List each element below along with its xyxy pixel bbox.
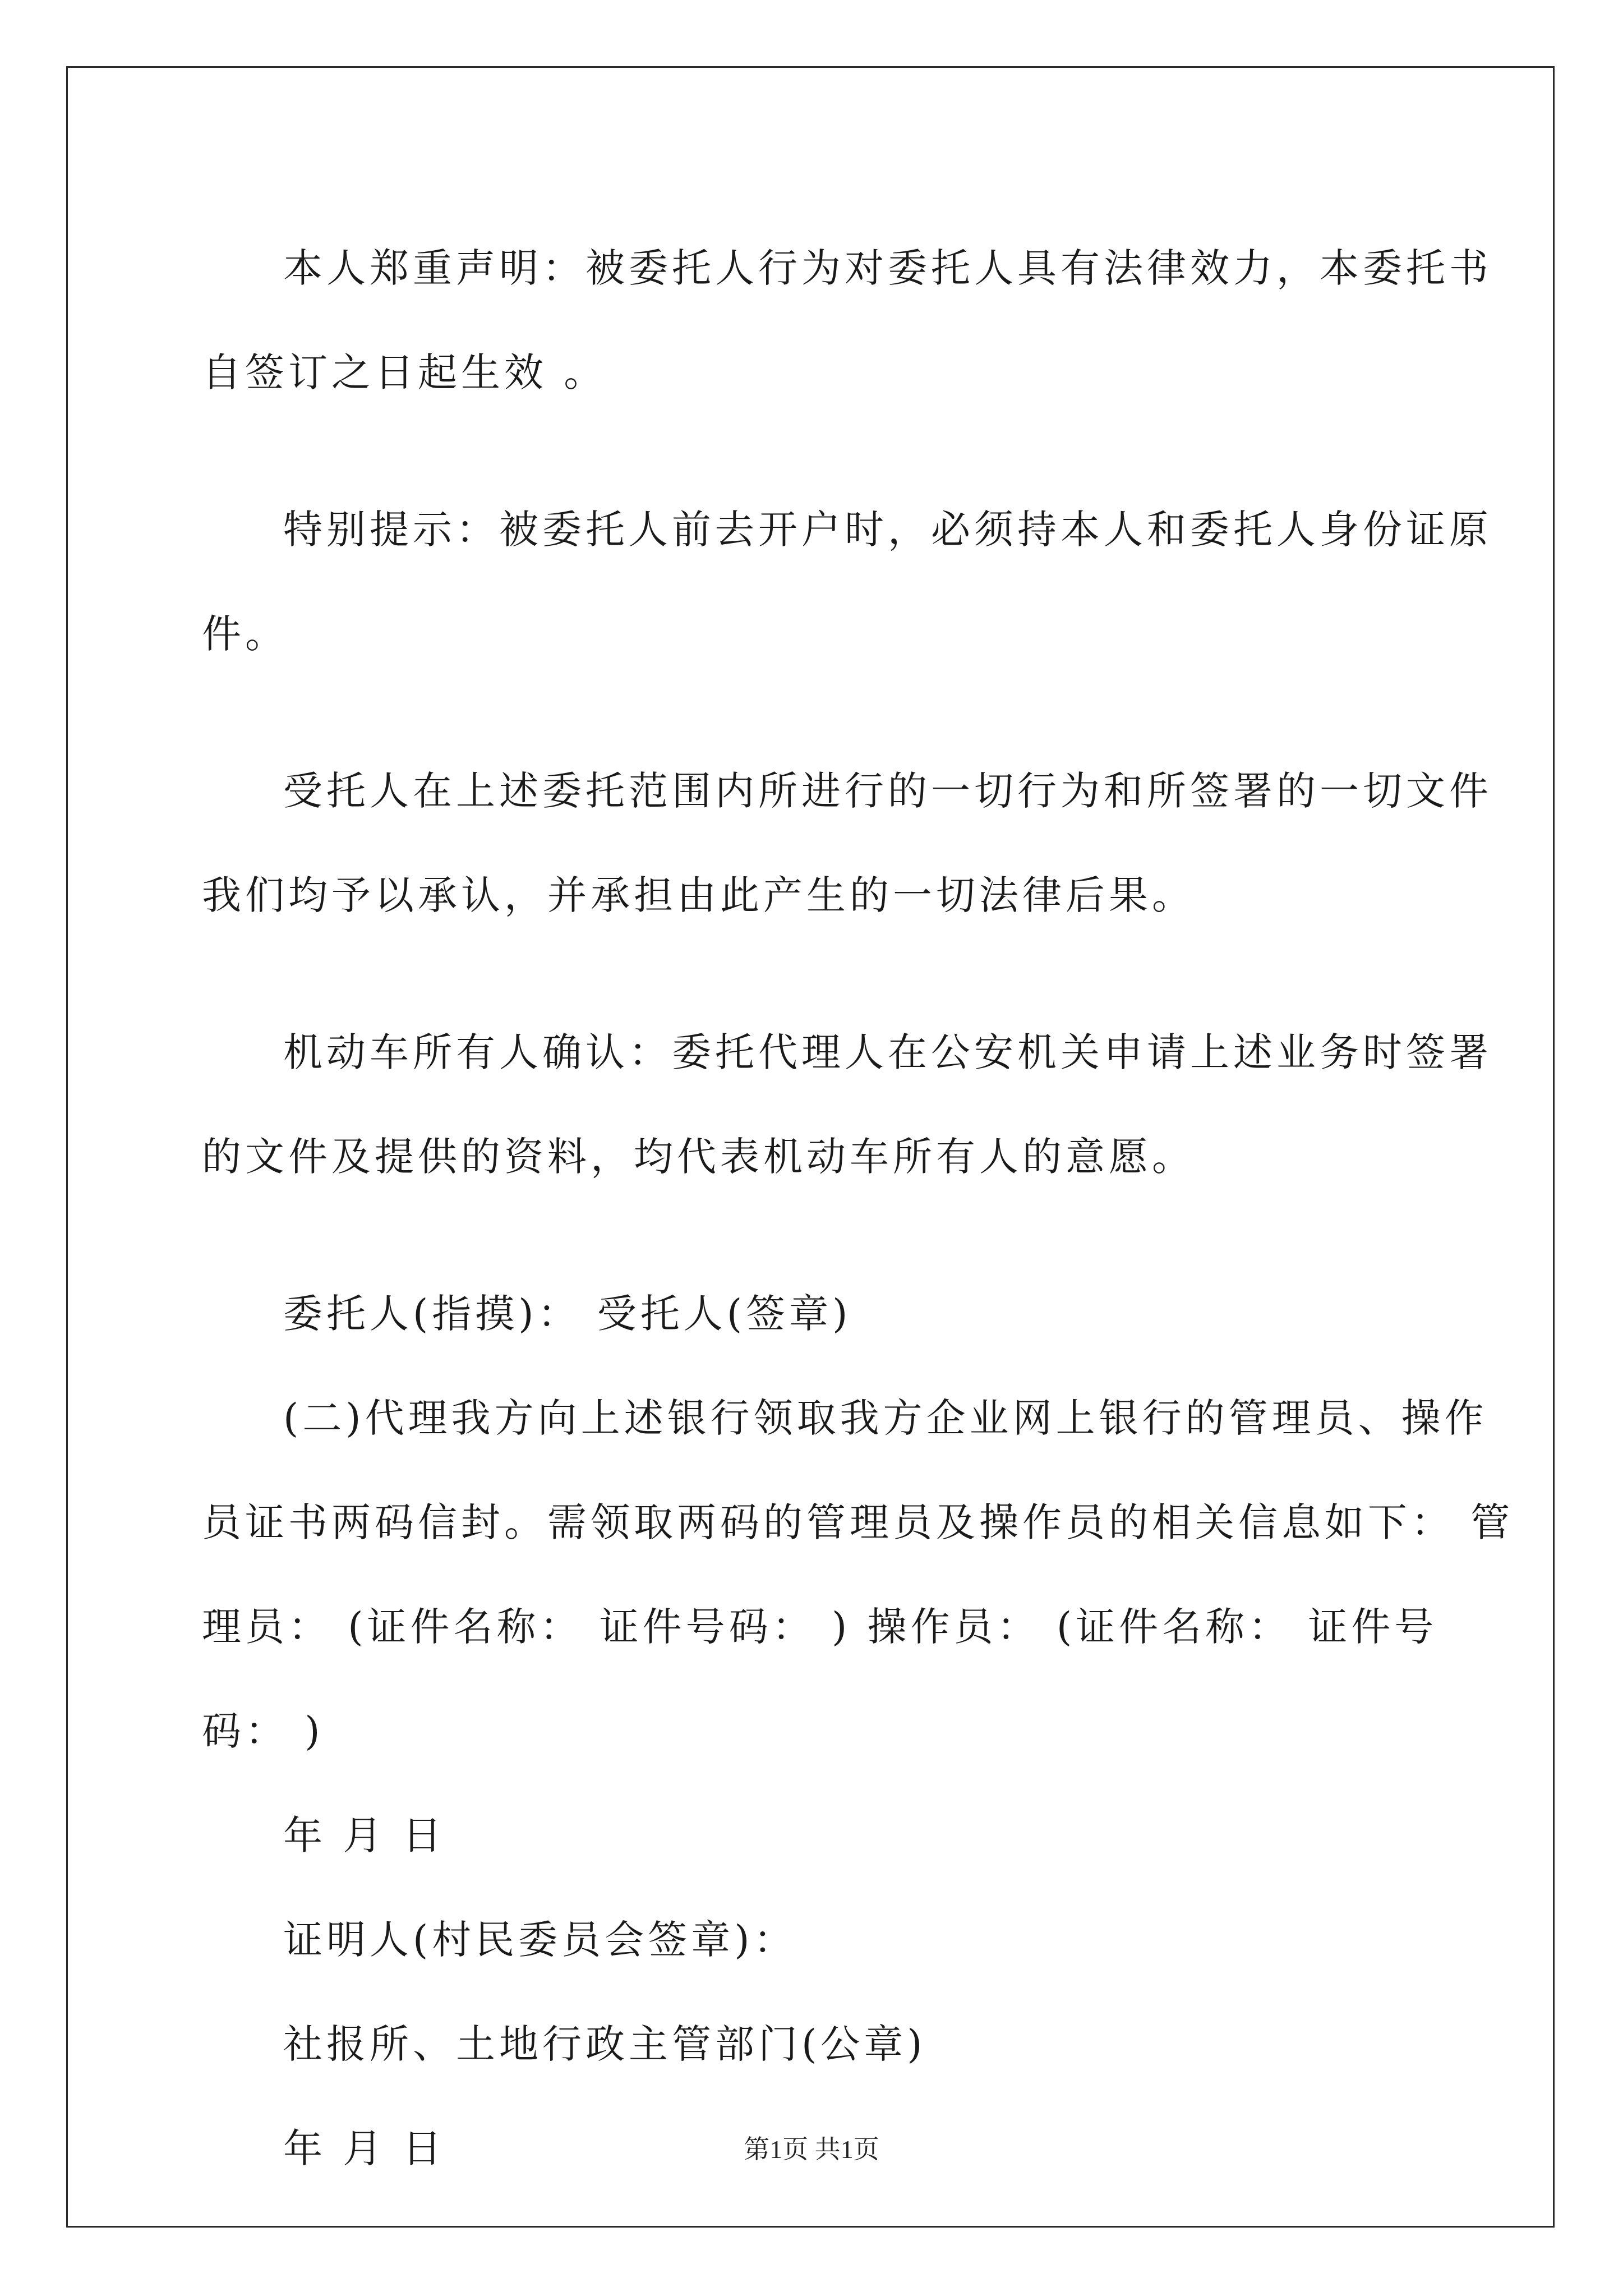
authority-line: 社报所、土地行政主管部门(公章) [283, 2021, 926, 2067]
paragraph-banking [202, 1366, 1514, 1783]
paragraph-line: 理员： (证件名称： 证件号码： ) 操作员： (证件名称： 证件号 [202, 1604, 1438, 1650]
date-line: 年 月 日 [283, 2125, 446, 2171]
paragraph-line: 我们均予以承认，并承担由此产生的一切法律后果。 [202, 872, 1195, 918]
paragraph-line: 本人郑重声明：被委托人行为对委托人具有法律效力，本委托书 [283, 245, 1492, 291]
paragraph-line: 自签订之日起生效 。 [202, 349, 607, 395]
signature-text: 委托人(指摸)： 受托人(签章) [283, 1291, 852, 1337]
paragraph-line: 件。 [202, 611, 288, 657]
paragraph-declaration [202, 216, 1492, 425]
document-body [202, 216, 1514, 2201]
date-line: 年 月 日 [283, 1812, 446, 1858]
paragraph-line: 受托人在上述委托范围内所进行的一切行为和所签署的一切文件 [283, 768, 1492, 814]
signature-line [202, 1262, 1436, 1366]
paragraph-line: 员证书两码信封。需领取两码的管理员及操作员的相关信息如下： 管 [202, 1499, 1514, 1545]
witness-line: 证明人(村民委员会签章)： [283, 1917, 797, 1963]
paragraph-vehicle-owner [202, 1000, 1492, 1209]
paragraph-line: 特别提示：被委托人前去开户时，必须持本人和委托人身份证原 [283, 507, 1492, 553]
paragraph-line: 机动车所有人确认：委托代理人在公安机关申请上述业务时签署 [283, 1029, 1492, 1075]
paragraph-line: 的文件及提供的资料，均代表机动车所有人的意愿。 [202, 1134, 1195, 1180]
paragraph-line: (二)代理我方向上述银行领取我方企业网上银行的管理员、操作 [283, 1395, 1488, 1441]
paragraph-line: 码： ) [202, 1708, 324, 1754]
paragraph-special-notice [202, 477, 1492, 686]
paragraph-trustee-acts [202, 739, 1492, 947]
page-footer: 第1页 共1页 [744, 2135, 879, 2164]
